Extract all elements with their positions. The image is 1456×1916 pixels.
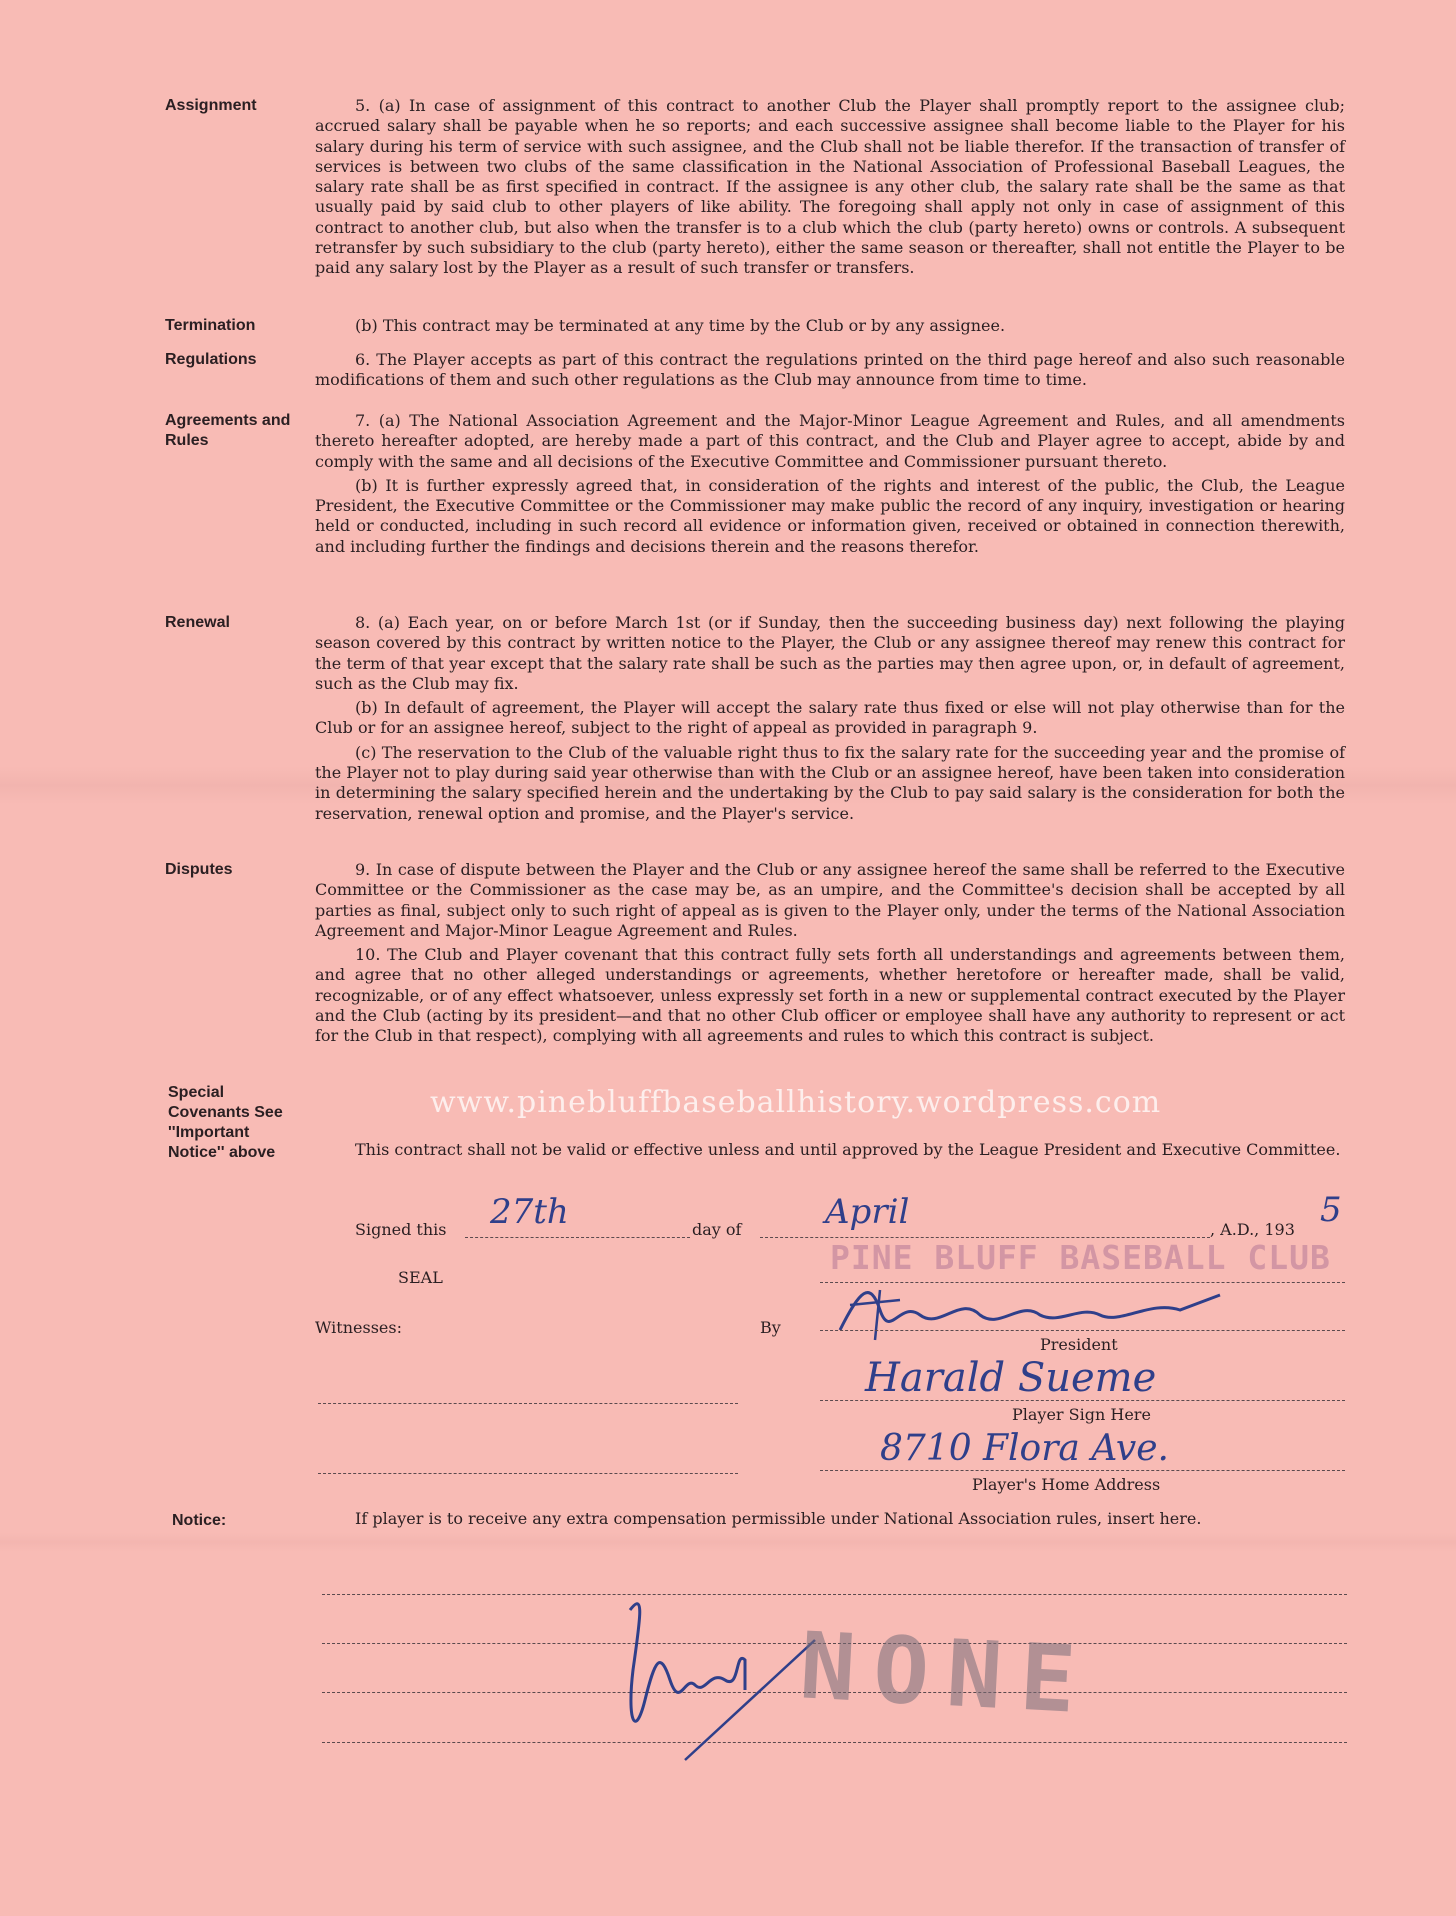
section-paragraph: 9. In case of dispute between the Player and the Club or any assignee hereof the same shall be referred to the Executive Committee or the Commissioner as the case may be, as an umpire, and the Committee's decision shall be accepted by all parties as final, subject only to such right of appeal as is given to the Player only, under the terms of the National Association Agreement and Major-Minor League Agreement and Rules. — [315, 860, 1345, 940]
home-address-label: Player's Home Address — [972, 1475, 1161, 1494]
witness-line-2 — [318, 1473, 738, 1474]
witness-line-1 — [318, 1403, 738, 1404]
section-paragraph: (c) The reservation to the Club of the valuable right thus to fix the salary rate for the succeeding year and the promise of the Player not to play during said year otherwise than with the Club or an assignee hereof, have been taken into consideration in determining the salary specified herein and the undertaking by the Club to pay said salary is the consideration for both the reservation, renewal option and promise, and the Player's service. — [315, 742, 1345, 823]
by-label: By — [760, 1318, 781, 1337]
club-stamp: PINE BLUFF BASEBALL CLUB — [830, 1238, 1331, 1277]
player-sign-here-label: Player Sign Here — [1012, 1405, 1151, 1424]
section-paragraph: (b) In default of agreement, the Player will accept the salary rate thus fixed or else will not play otherwise than for the Club or for an assignee hereof, subject to the right of appeal as provided in paragraph 9. — [315, 698, 1345, 738]
approval-text: This contract shall not be valid or effective unless and until approved by the League President and Executive Committee. — [355, 1140, 1341, 1159]
player-sign-line — [820, 1400, 1345, 1401]
none-stamp: NONE — [797, 1612, 1097, 1735]
year-handwritten: 5 — [1320, 1190, 1342, 1230]
section-paragraph: 10. The Club and Player covenant that this contract fully sets forth all understandings and agreements between them, and agree that no other alleged understandings or agreements, whether heretofore or hereafter made, shall be valid, recognizable, or of any effect whatsoever, unless expressly set forth in a new or supplemental contract executed by the Player and the Club (acting by its president—and that no other Club officer or employee shall have any authority to represent or act for the Club in that respect), complying with all agreements and rules to which this contract is subject. — [315, 945, 1345, 1046]
ad-label: , A.D., 193 — [1210, 1220, 1295, 1239]
player-address: 8710 Flora Ave. — [880, 1428, 1169, 1469]
day-line — [465, 1237, 690, 1238]
notice-label: Notice: — [172, 1512, 227, 1529]
president-line — [820, 1330, 1345, 1331]
section-paragraph: 7. (a) The National Association Agreement and the Major-Minor League Agreement and Rules, and all amendments thereto hereafter adopted, are hereby made a part of this contract, and the Club and Player agree to accept, abide by and comply with the same and all decisions of the Executive Committee and Commissioner pursuant thereto. — [315, 411, 1345, 471]
section-termination — [165, 316, 1345, 340]
seal-label: SEAL — [398, 1268, 443, 1287]
section-paragraph: 8. (a) Each year, on or before March 1st (or if Sunday, then the succeeding business day) next following the playing season covered by this contract by written notice to the Player, the Club or any assignee thereof may renew this contract for the term of that year except that the salary rate shall be such as the parties may then agree upon, or, in default of agreement, such as the Club may fix. — [315, 613, 1345, 693]
section-label: Renewal — [165, 614, 230, 631]
section-regulations — [165, 350, 1345, 395]
signed-this-label: Signed this — [355, 1220, 447, 1239]
president-label: President — [1040, 1335, 1118, 1354]
section-label: Assignment — [165, 97, 257, 114]
section-agreements — [165, 411, 1345, 561]
section-paragraph: (b) This contract may be terminated at any time by the Club or by any assignee. — [355, 316, 1006, 335]
section-renewal — [165, 613, 1345, 828]
section-paragraph: (b) It is further expressly agreed that, in consideration of the rights and interest of the public, the Club, the League President, the Executive Committee or the Commissioner may make public the record of any inquiry, investigation or hearing held or conducted, including in such record all evidence or information given, received or obtained in connection therewith, and including further the findings and decisions therein and the reasons therefor. — [315, 475, 1345, 556]
special-covenants-label: Special Covenants See ''Important Notice'' above — [168, 1084, 283, 1161]
section-label: Disputes — [165, 861, 233, 878]
address-line — [820, 1470, 1345, 1471]
player-signature: Harald Sueme — [865, 1355, 1157, 1401]
section-disputes — [165, 860, 1345, 1051]
section-paragraph: 6. The Player accepts as part of this contract the regulations printed on the third page hereof and also such reasonable modifications of them and such other regulations as the Club may announce from time to time. — [315, 350, 1345, 390]
section-label: Termination — [165, 317, 256, 334]
section-label: Agreements and Rules — [165, 412, 291, 449]
witnesses-label: Witnesses: — [315, 1318, 402, 1337]
notice-text: If player is to receive any extra compensation permissible under National Association rules, insert here. — [355, 1509, 1202, 1528]
section-assignment — [165, 96, 1345, 283]
section-label: Regulations — [165, 351, 257, 368]
day-of-label: day of — [692, 1220, 742, 1239]
section-paragraph: 5. (a) In case of assignment of this contract to another Club the Player shall promptly report to the assignee club; accrued salary shall be payable when he so reports; and each successive assignee shall become liable to the Player for his salary during his term of service with such assignee, and the Club shall not be liable therefor. If the transaction of transfer of services is between two clubs of the same classification in the National Association of Professional Baseball Leagues, the salary rate shall be as first specified in contract. If the assignee is any other club, the salary rate shall be the same as that usually paid by said club to other players of like ability. The foregoing shall apply not only in case of assignment of this contract to another club, but also when the transfer is to a club which the club (party hereto) owns or controls. A subsequent retransfer by such subsidiary to the club (party hereto), either the same season or thereafter, shall not entitle the Player to be paid any salary lost by the Player as a result of such transfer or transfers. — [315, 96, 1345, 278]
watermark-text: www.pinebluffbaseballhistory.wordpress.com — [430, 1085, 1162, 1120]
day-handwritten: 27th — [490, 1192, 569, 1232]
month-handwritten: April — [825, 1192, 910, 1232]
